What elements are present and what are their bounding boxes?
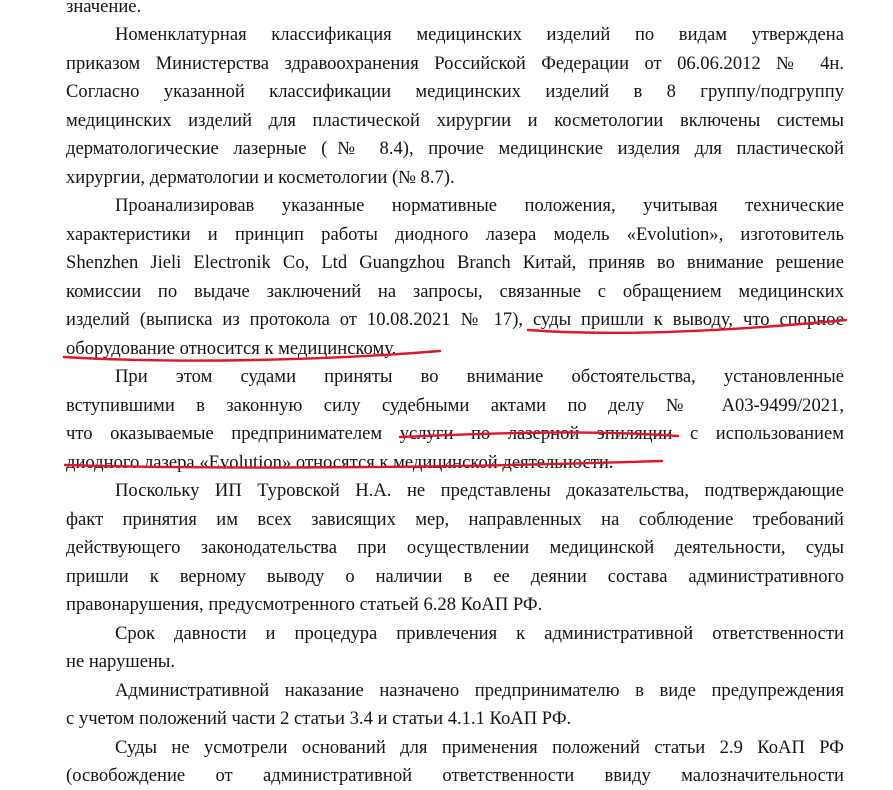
paragraph-line: диодного лазера «Evolution» относятся к медицинской деятельности. bbox=[66, 452, 614, 473]
paragraph-line: Shenzhen Jieli Electronik Co, Ltd Guangzhou Branch Китай, приняв во внимание решение bbox=[66, 252, 844, 273]
paragraph-line: значение. bbox=[66, 0, 142, 17]
paragraph-line: комиссии по выдаче заключений на запросы, связанные с обращением медицинских bbox=[66, 281, 844, 302]
paragraph-line: Суды не усмотрели оснований для применения положений статьи 2.9 КоАП РФ bbox=[115, 737, 844, 758]
paragraph-line: оборудование относится к медицинскому. bbox=[66, 338, 397, 359]
paragraph-line: дерматологические лазерные (№ 8.4), прочие медицинские изделия для пластической bbox=[66, 138, 844, 159]
paragraph-line: приказом Министерства здравоохранения Российской Федерации от 06.06.2012 № 4н. bbox=[66, 53, 844, 74]
paragraph-line: (освобождение от административной ответственности ввиду малозначительности bbox=[66, 765, 844, 786]
paragraph-line: вступившими в законную силу судебными актами по делу № А03-9499/2021, bbox=[66, 395, 844, 416]
paragraph-line: пришли к верному выводу о наличии в ее деянии состава административного bbox=[66, 566, 844, 587]
paragraph-line: хирургии, дерматологии и косметологии (№ 8.7). bbox=[66, 167, 455, 188]
paragraph-line: факт принятия им всех зависящих мер, направленных на соблюдение требований bbox=[66, 509, 844, 530]
paragraph-line: с учетом положений части 2 статьи 3.4 и статьи 4.1.1 КоАП РФ. bbox=[66, 708, 572, 729]
paragraph-line: Срок давности и процедура привлечения к административной ответственности bbox=[115, 623, 844, 644]
paragraph-line: что оказываемые предпринимателем услуги по лазерной эпиляции с использованием bbox=[66, 423, 844, 444]
paragraph-line: Проанализировав указанные нормативные положения, учитывая технические bbox=[115, 195, 844, 216]
paragraph-line: Номенклатурная классификация медицинских изделий по видам утверждена bbox=[115, 24, 844, 45]
paragraph-line: Согласно указанной классификации медицинских изделий в 8 группу/подгруппу bbox=[66, 81, 844, 102]
paragraph-line: Административной наказание назначено предпринимателю в виде предупреждения bbox=[115, 680, 844, 701]
paragraph-line: изделий (выписка из протокола от 10.08.2021 № 17), суды пришли к выводу, что спорное bbox=[66, 309, 844, 330]
paragraph-line: правонарушения, предусмотренного статьей 6.28 КоАП РФ. bbox=[66, 594, 543, 615]
paragraph-line: При этом судами приняты во внимание обстоятельства, установленные bbox=[115, 366, 844, 387]
paragraph-line: действующего законодательства при осуществлении медицинской деятельности, суды bbox=[66, 537, 844, 558]
paragraph-line: характеристики и принцип работы диодного лазера модель «Evolution», изготовитель bbox=[66, 224, 844, 245]
paragraph-line: Поскольку ИП Туровской Н.А. не представлены доказательства, подтверждающие bbox=[115, 480, 844, 501]
paragraph-line: медицинских изделий для пластической хирургии и косметологии включены системы bbox=[66, 110, 844, 131]
paragraph-line: не нарушены. bbox=[66, 651, 176, 672]
